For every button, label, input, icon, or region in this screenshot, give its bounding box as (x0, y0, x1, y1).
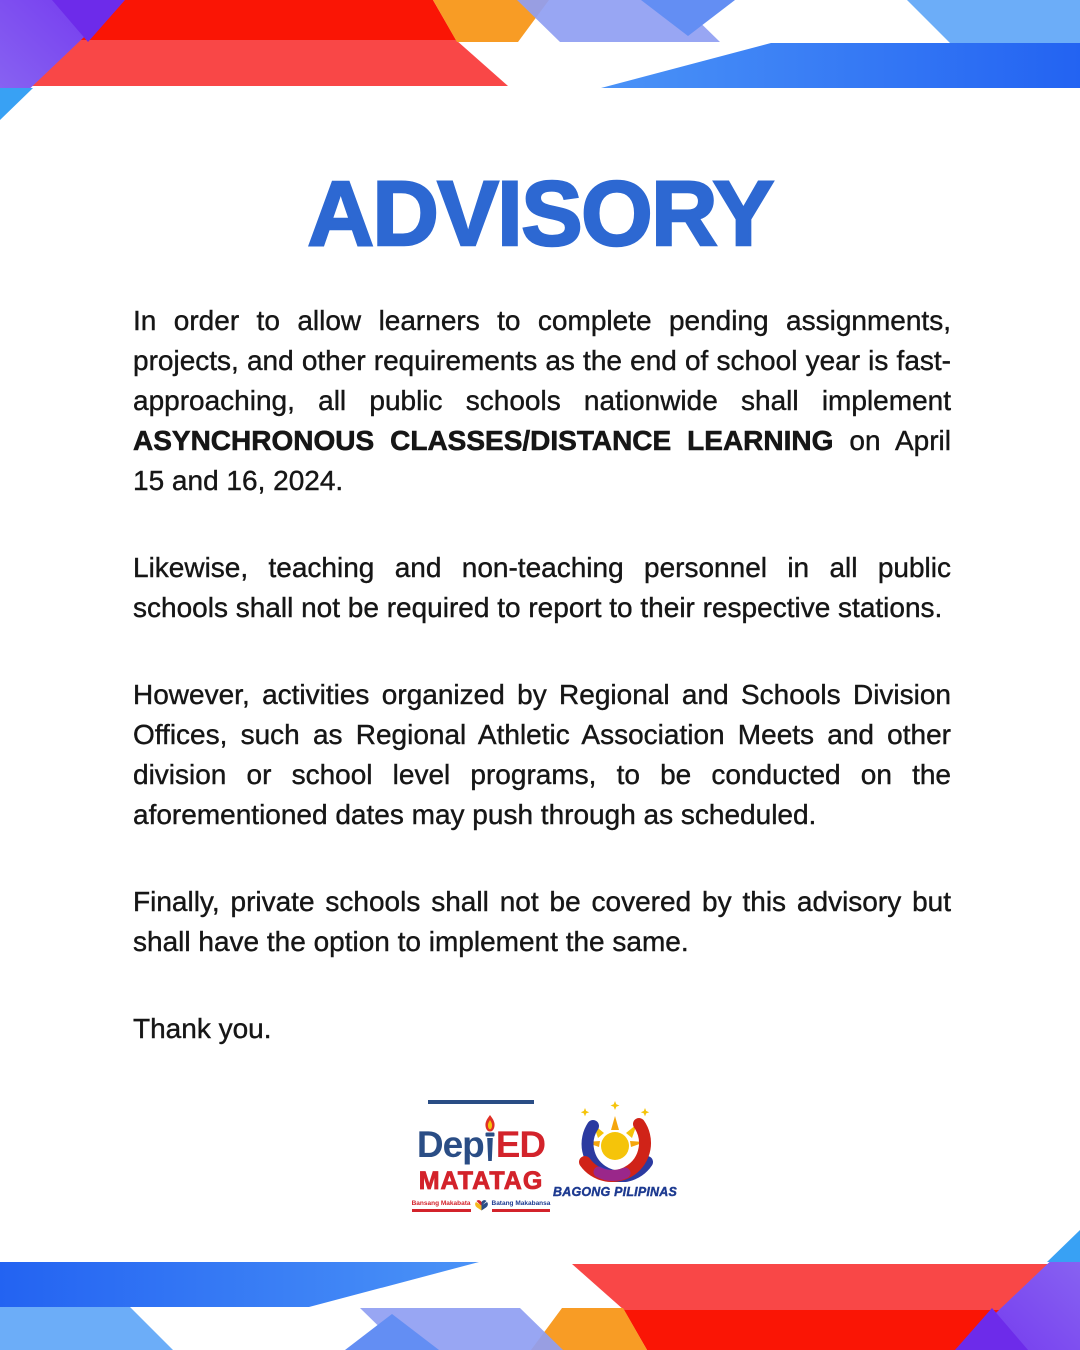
deped-logo-top-bar (428, 1100, 534, 1104)
advisory-body (133, 301, 951, 1049)
matatag-tagline-left (412, 1200, 471, 1212)
bagong-pilipinas-label: BAGONG PILIPINAS (552, 1185, 678, 1199)
matatag-tagline-left-text: Bansang Makabata (411, 1199, 471, 1207)
bagong-pilipinas-logo (552, 1100, 678, 1199)
tagline-underline-right (492, 1209, 551, 1212)
tagline-underline-left (412, 1209, 471, 1212)
purple-swirl (599, 1172, 625, 1175)
deped-matatag-logo (411, 1100, 551, 1212)
logo-row (0, 1100, 1080, 1212)
matatag-tagline-right (492, 1200, 551, 1212)
bottom-border-decoration (0, 1228, 1080, 1350)
deped-wordmark-dep: Dep (416, 1124, 484, 1165)
paragraph-1 (133, 301, 951, 501)
paragraph-2: Likewise, teaching and non-teaching personnel in all public schools shall not be required to report to their respective stations. (133, 552, 951, 623)
deped-wordmark (417, 1111, 545, 1163)
closing-text: Thank you. (133, 1013, 272, 1044)
paragraph-3: However, activities organized by Regional and Schools Division Offices, such as Regional Athletic Association Meets and other division or school level programs, to be conducted on the aforementioned dates may push through as scheduled. (133, 679, 951, 830)
paragraph-1-text-after: on April 15 and 16, 2024. (133, 425, 951, 496)
deped-wordmark-ed: ED (495, 1124, 546, 1165)
matatag-tagline-right-text: Batang Makabansa (491, 1199, 551, 1207)
stars-icon (581, 1101, 649, 1116)
matatag-tagline (412, 1199, 551, 1212)
bagong-pilipinas-emblem (563, 1100, 667, 1182)
matatag-wordmark: MATATAG (418, 1167, 544, 1195)
top-border-decoration (0, 0, 1080, 122)
paragraph-1-bold-text: ASYNCHRONOUS CLASSES/DISTANCE LEARNING (133, 425, 834, 456)
handshake-icon (474, 1199, 489, 1212)
page-title: ADVISORY (307, 163, 773, 265)
paragraph-4: Finally, private schools shall not be covered by this advisory but shall have the option to implement the same. (133, 886, 951, 957)
paragraph-1-text-before: In order to allow learners to complete pending assignments, projects, and other requirements as the end of school year is fast-approaching, all public schools nationwide shall implement (133, 305, 951, 416)
